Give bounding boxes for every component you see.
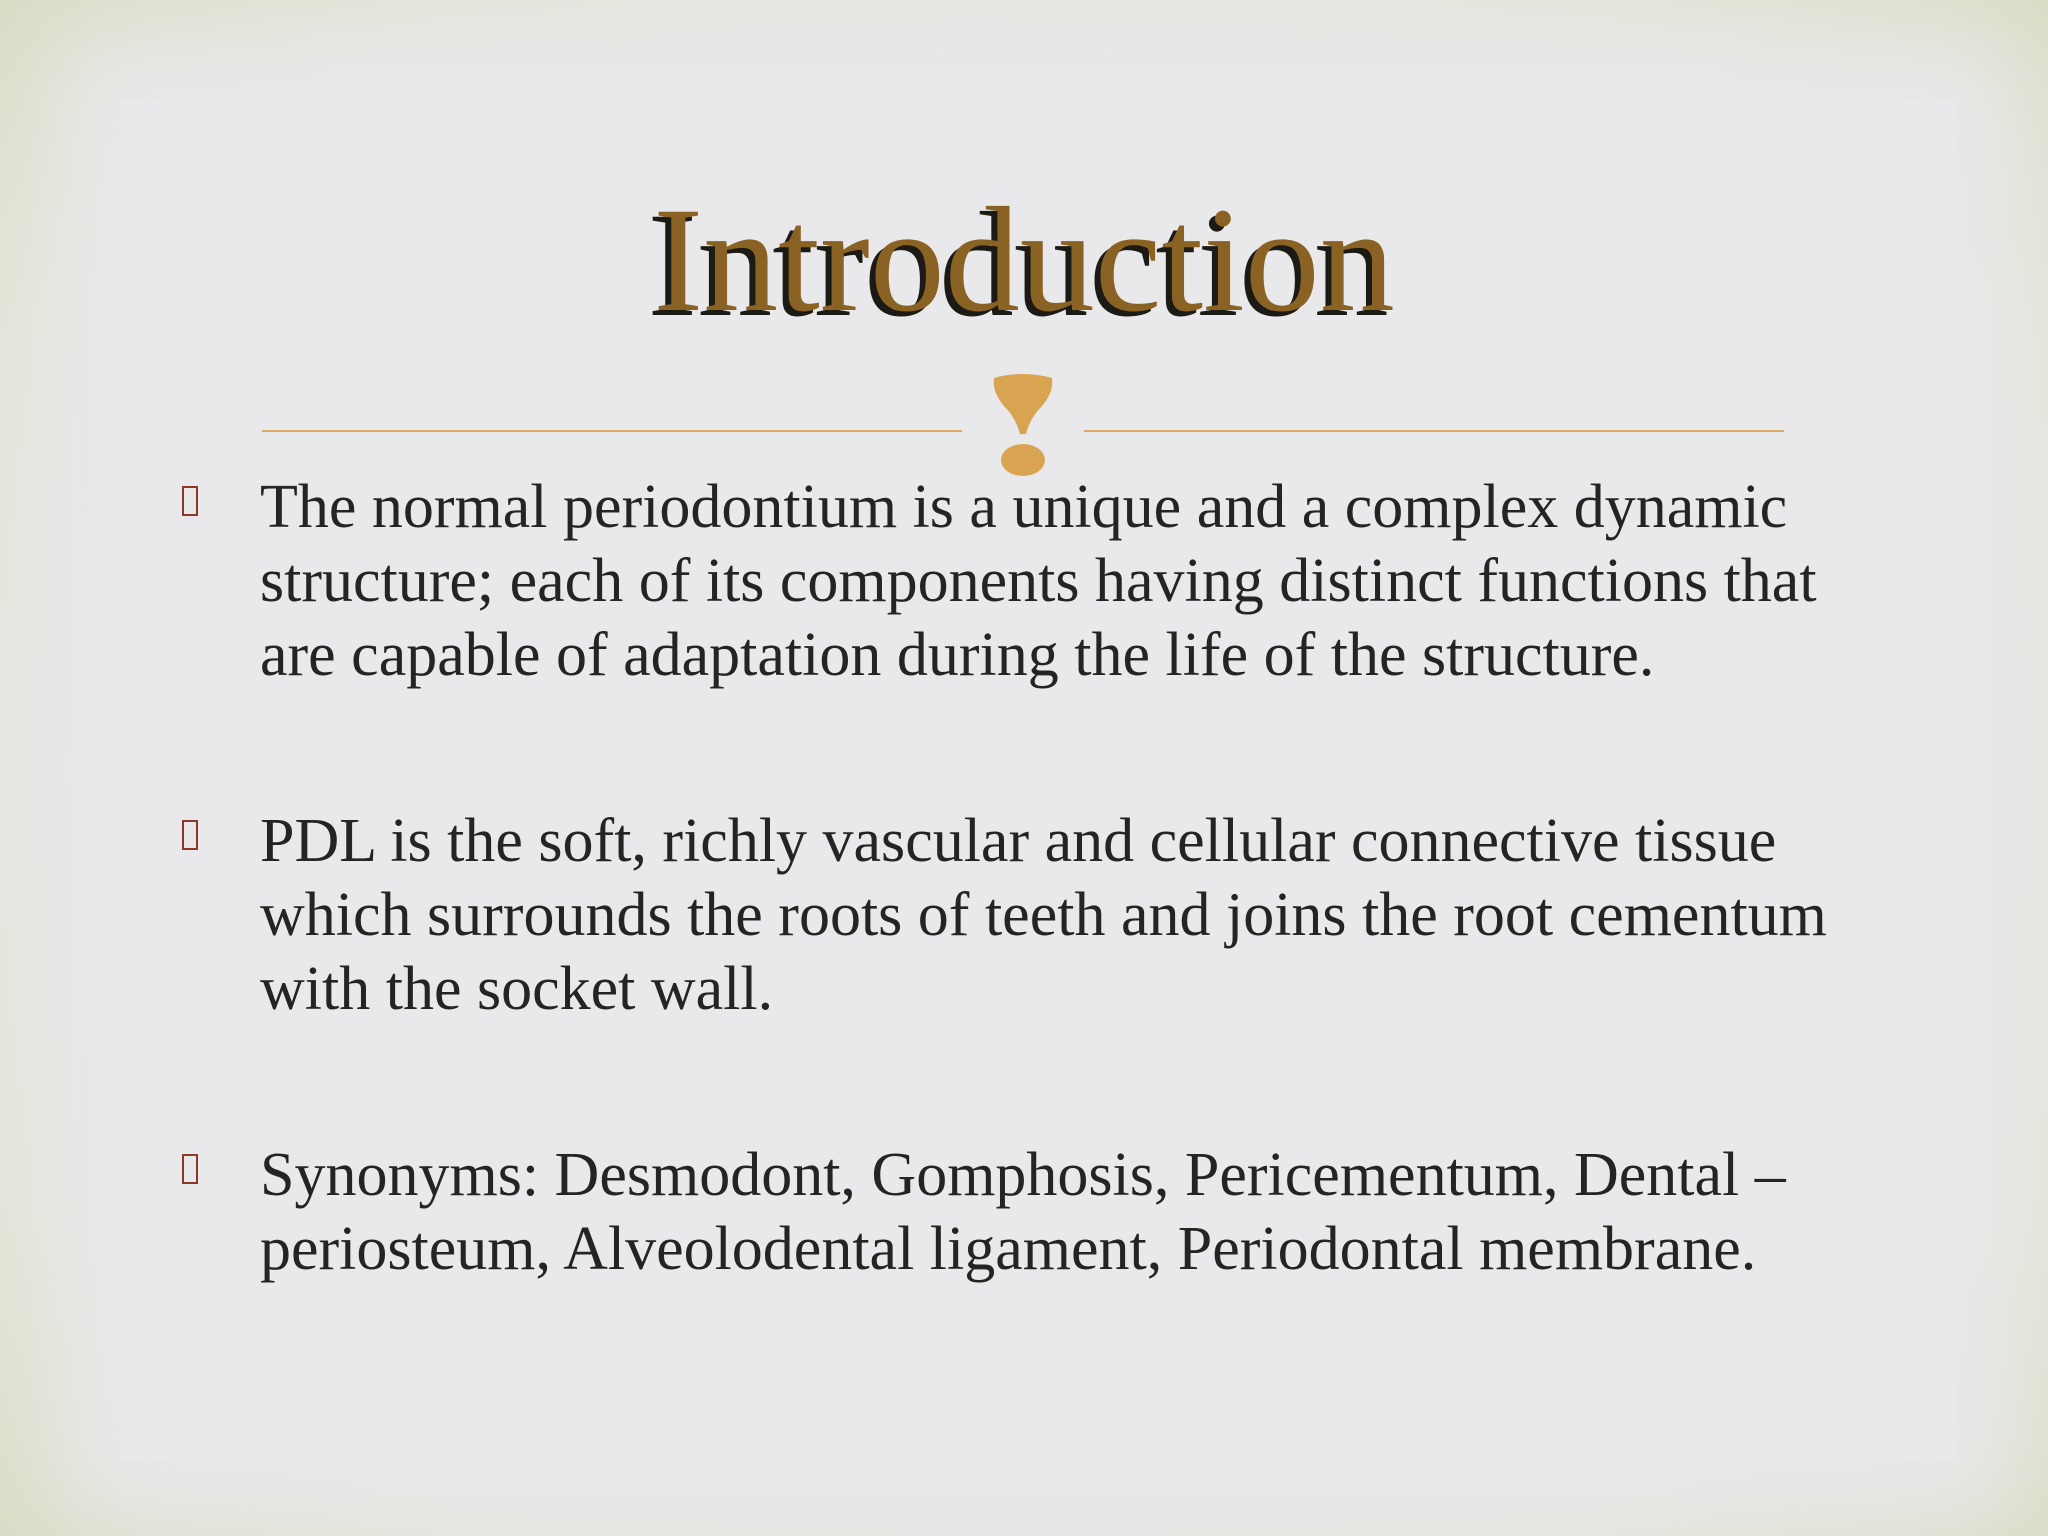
square-bullet-icon xyxy=(182,1154,198,1184)
title-divider-right xyxy=(1084,430,1784,432)
bullet-text: The normal periodontium is a unique and a complex dynamic structure; each of its components having distinct functions that are capable of adaptation during the life of the structure. xyxy=(260,473,1817,689)
bullet-text: Synonyms: Desmodont, Gomphosis, Pericementum, Dental –periosteum, Alveolodental ligament, Periodontal membrane. xyxy=(260,1141,1786,1283)
slide-title: Introduction xyxy=(653,177,1395,343)
bullet-list xyxy=(170,470,1890,1286)
title-divider-left xyxy=(262,430,962,432)
bullet-item xyxy=(170,470,1890,692)
square-bullet-icon xyxy=(182,820,198,850)
square-bullet-icon xyxy=(182,486,198,516)
bullet-text: PDL is the soft, richly vascular and cellular connective tissue which surrounds the roots of teeth and joins the root cementum with the socket wall. xyxy=(260,807,1827,1023)
drop-ornament-icon xyxy=(990,372,1056,478)
bullet-item xyxy=(170,804,1890,1026)
bullet-item xyxy=(170,1138,1890,1286)
